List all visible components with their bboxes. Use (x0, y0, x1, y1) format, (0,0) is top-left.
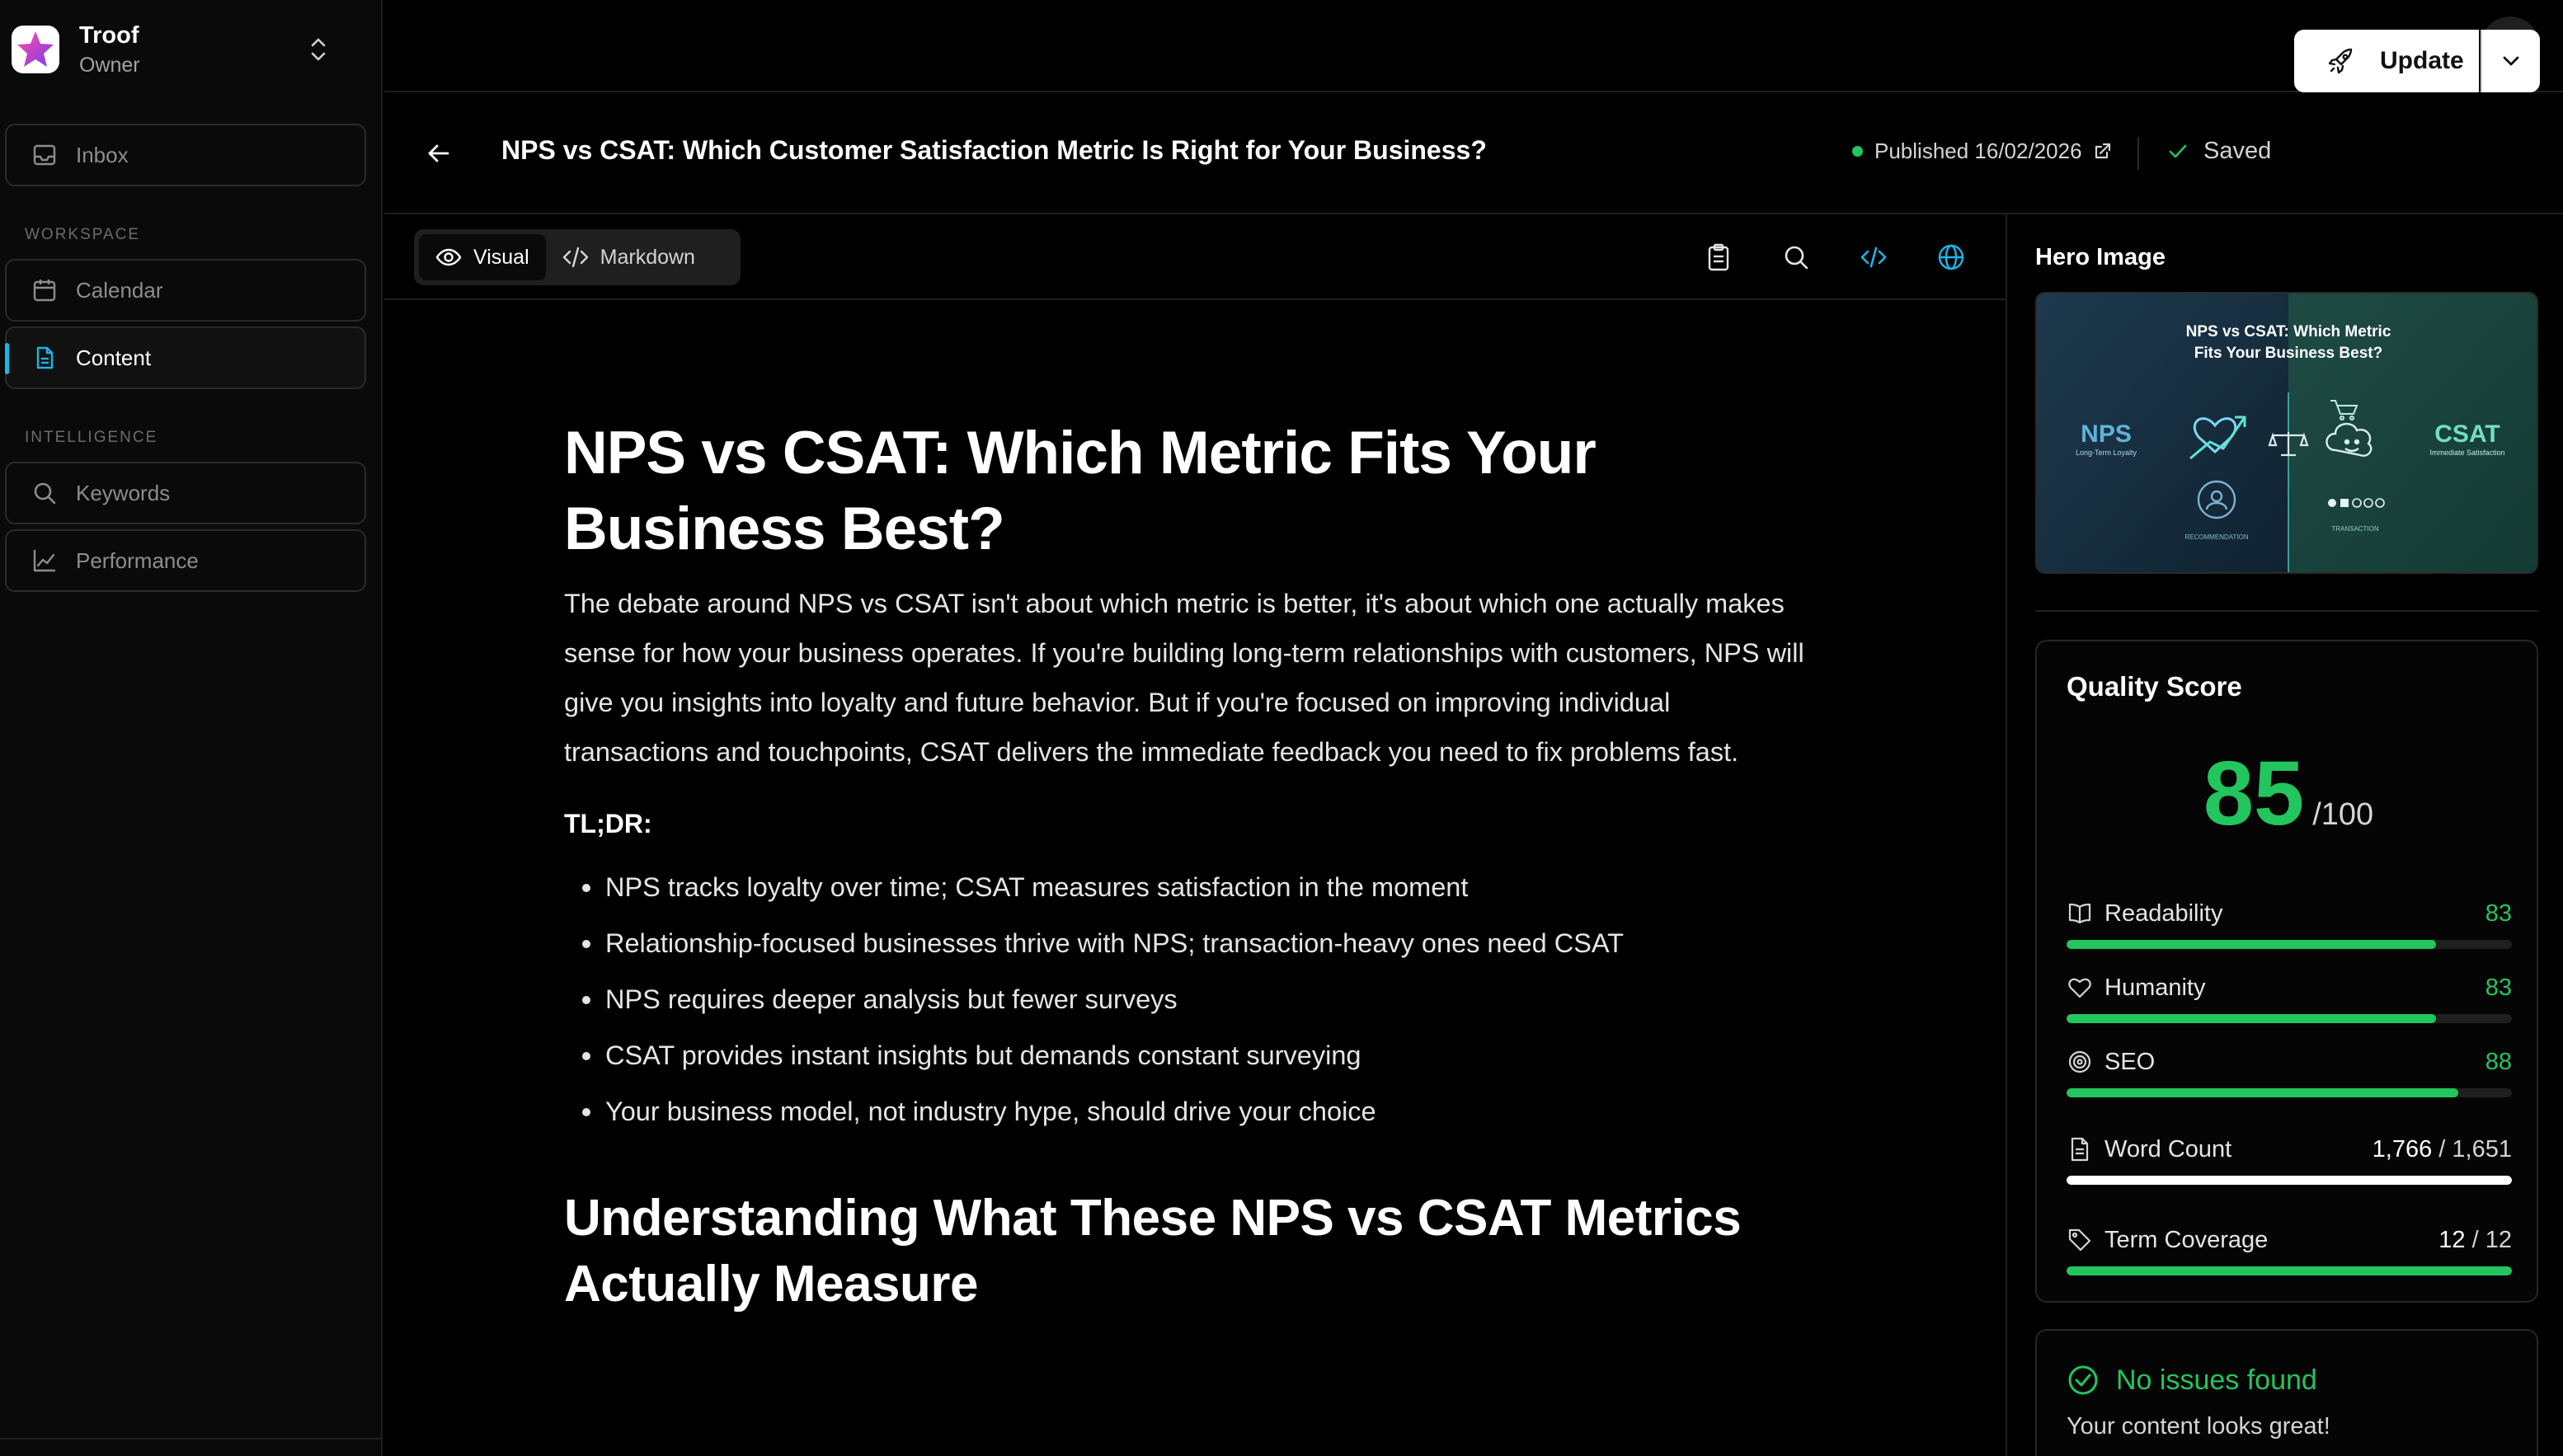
saved-label: Saved (2203, 138, 2272, 164)
metric-value: 83 (2485, 899, 2512, 927)
hero-nps-label: NPS (2081, 420, 2132, 448)
metric-label: Readability (2104, 899, 2223, 927)
check-circle-icon (2067, 1364, 2100, 1397)
issues-card (2035, 1329, 2538, 1456)
article-bullet-list (564, 859, 1818, 1139)
panel-divider (2006, 214, 2007, 1456)
sidebar-item-inbox[interactable] (5, 124, 366, 186)
tag-icon (2067, 1227, 2093, 1253)
sidebar (0, 0, 383, 1456)
book-icon (2067, 900, 2093, 927)
top-bar (384, 0, 2563, 92)
issues-subtitle: Your content looks great! (2067, 1413, 2330, 1440)
sidebar-item-label: Content (76, 345, 152, 370)
hero-image[interactable] (2035, 292, 2538, 574)
list-item: Your business model, not industry hype, should drive your choice (564, 1083, 1818, 1139)
inbox-icon (31, 142, 58, 168)
quality-score-value (2037, 743, 2540, 844)
issues-title (2067, 1364, 2317, 1397)
chevron-up-down-icon[interactable] (303, 31, 333, 68)
metric-value: 88 (2485, 1048, 2512, 1075)
metric-label: SEO (2104, 1048, 2156, 1075)
article-tldr-label: TL;DR: (564, 809, 652, 838)
sidebar-item-performance[interactable] (5, 529, 366, 592)
update-options-button[interactable] (2481, 30, 2540, 92)
metric-humanity (2067, 971, 2512, 1023)
hero-transaction-label: TRANSACTION (2331, 525, 2379, 533)
metric-term-coverage (2067, 1224, 2512, 1275)
sidebar-item-content[interactable] (5, 326, 366, 389)
markdown-mode-button[interactable] (546, 234, 712, 280)
word-count-current: 1,766 (2372, 1135, 2433, 1162)
back-arrow-icon[interactable] (419, 134, 459, 173)
sidebar-item-label: Performance (76, 547, 199, 573)
status-dot (1852, 146, 1863, 157)
quality-score-title: Quality Score (2067, 671, 2242, 702)
list-item: NPS tracks loyalty over time; CSAT measures satisfaction in the moment (564, 859, 1818, 915)
metric-readability (2067, 897, 2512, 949)
external-link-icon[interactable] (2092, 142, 2112, 162)
issues-title-text: No issues found (2116, 1364, 2317, 1396)
progress-track (2067, 940, 2512, 949)
visual-mode-button[interactable] (419, 234, 546, 280)
hero-image-label: Hero Image (2035, 244, 2166, 270)
calendar-icon (31, 277, 58, 303)
code-icon (562, 247, 589, 268)
article-heading-2: Understanding What These NPS vs CSAT Metrics Actually Measure (564, 1190, 1742, 1313)
clipboard-icon[interactable] (1700, 239, 1737, 275)
progress-track (2067, 1176, 2512, 1185)
chevron-down-icon (2500, 50, 2522, 72)
document-icon (31, 345, 58, 371)
progress-fill (2067, 1088, 2458, 1097)
globe-icon[interactable] (1933, 239, 1969, 275)
heart-icon (2067, 975, 2093, 1001)
article-heading-1: NPS vs CSAT: Which Metric Fits Your Business Best? (564, 420, 1596, 562)
list-item: NPS requires deeper analysis but fewer surveys (564, 971, 1818, 1027)
sidebar-footer-divider (0, 1438, 381, 1440)
metric-value (2438, 1227, 2512, 1254)
progress-track (2067, 1088, 2512, 1097)
page-title: NPS vs CSAT: Which Customer Satisfaction Metric Is Right for Your Business? (501, 135, 1487, 165)
progress-fill (2067, 1266, 2512, 1275)
search-icon (31, 480, 58, 506)
hero-csat-sublabel: Immediate Satisfaction (2429, 449, 2505, 457)
metric-word-count (2067, 1133, 2512, 1185)
visual-label: Visual (473, 245, 529, 269)
editor-mode-toggle (414, 229, 741, 285)
metric-seo (2067, 1045, 2512, 1097)
search-icon[interactable] (1778, 239, 1814, 275)
code-icon[interactable] (1855, 239, 1892, 275)
sidebar-item-label: Keywords (76, 480, 171, 505)
score-number: 85 (2203, 743, 2305, 844)
chart-line-icon (31, 547, 58, 574)
section-label-workspace: WORKSPACE (25, 226, 141, 243)
hero-title-line-1: NPS vs CSAT: Which Metric (2185, 323, 2391, 341)
check-icon (2167, 141, 2189, 162)
progress-track (2067, 1266, 2512, 1275)
editor-canvas[interactable] (564, 313, 1818, 1317)
published-status[interactable] (1852, 139, 2112, 164)
workspace-name: Troof (79, 22, 139, 49)
word-count-target: / 1,651 (2432, 1135, 2512, 1162)
divider (2137, 137, 2139, 170)
brand-logo (12, 26, 59, 73)
sidebar-item-keywords[interactable] (5, 462, 366, 524)
target-icon (2067, 1049, 2093, 1075)
term-coverage-target: / 12 (2465, 1226, 2512, 1253)
hero-nps-sublabel: Long-Term Loyalty (2075, 449, 2137, 457)
metric-value (2373, 1136, 2512, 1163)
rocket-icon (2327, 47, 2355, 75)
update-button[interactable] (2294, 30, 2479, 92)
metric-label: Term Coverage (2104, 1226, 2269, 1253)
published-label: Published 16/02/2026 (1874, 139, 2082, 163)
update-label: Update (2380, 47, 2464, 74)
metric-label: Humanity (2104, 974, 2206, 1001)
list-item: CSAT provides instant insights but demands constant surveying (564, 1027, 1818, 1083)
hero-csat-label: CSAT (2434, 420, 2500, 448)
list-item: Relationship-focused businesses thrive with NPS; transaction-heavy ones need CSAT (564, 915, 1818, 971)
section-label-intelligence: INTELLIGENCE (25, 429, 158, 446)
article-intro-paragraph: The debate around NPS vs CSAT isn't about which metric is better, it's about which one actually makes sense for how your business operates. If you're building long-term relationships with customers, NPS will give you insights into loyalty and future behavior. But if you're focused on improving individual transactions and touchpoints, CSAT delivers the immediate feedback you need to fix problems fast. (564, 589, 1804, 767)
metric-label: Word Count (2104, 1135, 2232, 1162)
metric-value: 83 (2485, 974, 2512, 1001)
quality-score-card (2035, 640, 2538, 1303)
hero-title-line-2: Fits Your Business Best? (2194, 345, 2383, 362)
term-coverage-current: 12 (2438, 1226, 2466, 1253)
sidebar-item-label: Calendar (76, 277, 163, 303)
hero-recommendation-label: RECOMMENDATION (2184, 533, 2249, 541)
progress-fill (2067, 1014, 2436, 1023)
markdown-label: Markdown (600, 245, 695, 269)
eye-icon (435, 247, 462, 267)
workspace-switcher[interactable] (0, 0, 383, 99)
save-status (2167, 138, 2271, 165)
progress-fill (2067, 1176, 2512, 1185)
document-header (384, 92, 2563, 214)
workspace-role: Owner (79, 54, 140, 77)
sidebar-item-label: Inbox (76, 142, 129, 167)
score-max: /100 (2312, 797, 2374, 832)
file-text-icon (2067, 1136, 2093, 1162)
panel-separator (2035, 610, 2538, 612)
sidebar-item-calendar[interactable] (5, 259, 366, 322)
editor-toolbar (384, 214, 2006, 300)
progress-fill (2067, 940, 2436, 949)
progress-track (2067, 1014, 2512, 1023)
